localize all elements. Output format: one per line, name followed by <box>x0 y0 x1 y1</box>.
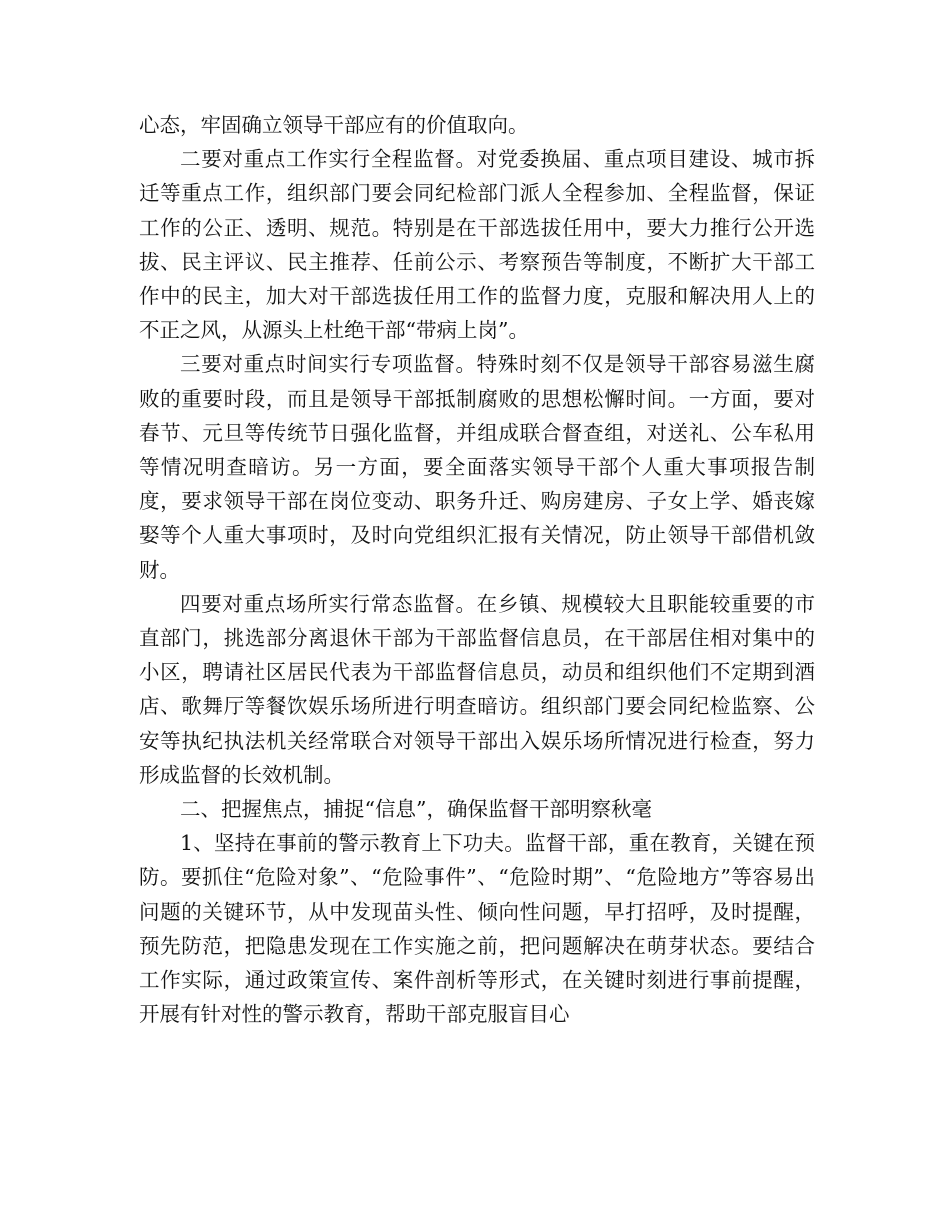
section-heading: 二、把握焦点，捕捉“信息”，确保监督干部明察秋毫 <box>180 797 652 822</box>
paragraph-1: 心态，牢固确立领导干部应有的价值取向。 <box>139 113 529 137</box>
paragraph-5: 1、坚持在事前的警示教育上下功夫。监督干部，重在教育，关键在预防。要抓住“危险对象”、“危险事件”、“危险时期”、“危险地方”等容易出问题的关键环节，从中发现苗头性、倾向性问题，早打招呼，及时提醒，预先防范，把隐患发现在工作实施之前，把问题解决在萌芽状态。要结合工作实际，通过政策宣传、案件剖析等形式，在关键时刻进行事前提醒，开展有针对性的警示教育，帮助干部克服盲目心 <box>139 831 815 1027</box>
document-body <box>139 108 815 1031</box>
paragraph-4: 四要对重点场所实行常态监督。在乡镇、规模较大且职能较重要的市直部门，挑选部分离退休干部为干部监督信息员，在干部居住相对集中的小区，聘请社区居民代表为干部监督信息员，动员和组织他们不定期到酒店、歌舞厅等餐饮娱乐场所进行明查暗访。组织部门要会同纪检监察、公安等执纪执法机关经常联合对领导干部出入娱乐场所情况进行检查，努力形成监督的长效机制。 <box>139 591 815 787</box>
paragraph-2: 二要对重点工作实行全程监督。对党委换届、重点项目建设、城市拆迁等重点工作，组织部门要会同纪检部门派人全程参加、全程监督，保证工作的公正、透明、规范。特别是在干部选拔任用中，要大力推行公开选拔、民主评议、民主推荐、任前公示、考察预告等制度，不断扩大干部工作中的民主，加大对干部选拔任用工作的监督力度，克服和解决用人上的不正之风，从源头上杜绝干部“带病上岗”。 <box>139 147 815 343</box>
paragraph-3: 三要对重点时间实行专项监督。特殊时刻不仅是领导干部容易滋生腐败的重要时段，而且是领导干部抵制腐败的思想松懈时间。一方面，要对春节、元旦等传统节日强化监督，并组成联合督查组，对送礼、公车私用等情况明查暗访。另一方面，要全面落实领导干部个人重大事项报告制度，要求领导干部在岗位变动、职务升迁、购房建房、子女上学、婚丧嫁娶等个人重大事项时，及时向党组织汇报有关情况，防止领导干部借机敛财。 <box>139 352 815 582</box>
